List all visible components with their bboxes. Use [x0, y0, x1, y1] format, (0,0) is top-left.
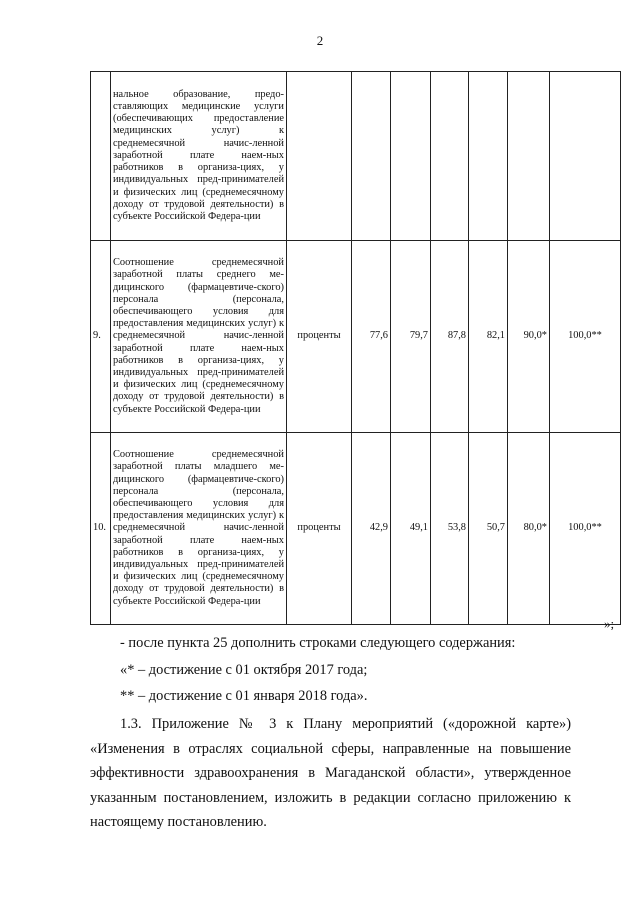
indicator-description: Соотношение среднемесячной заработной платы младшего ме-дицинского (фармацевтиче-ского) персонала (персонала, обеспечивающего условия для предоставления медицинских услуг) к среднемесячной начис-ленной заработной плате наем-ных работников в организа-циях, у индивидуальных пред-принимателей и физических лиц (среднемесячному доходу от трудовой деятельности) в субъекте Российской Федера-ции	[111, 433, 287, 625]
row-number: 10.	[91, 433, 111, 625]
value-cell	[469, 72, 508, 241]
table-row-9	[91, 241, 621, 433]
value-cell	[391, 72, 431, 241]
value-cell: 100,0**	[550, 241, 621, 433]
value-cell	[550, 72, 621, 241]
value-cell	[508, 72, 550, 241]
page-number: 2	[316, 33, 324, 48]
value-cell	[352, 72, 391, 241]
indicator-description: нальное образование, предо-ставляющих медицинские услуги (обеспечивающих предоставление медицинских услуг) к среднемесячной начис-ленной заработной плате наем-ных работников в организа-циях, у индивидуальных пред-принимателей и физических лиц (среднемесячному доходу от трудовой деятельности) в субъекте Российской Федера-ции	[111, 72, 287, 241]
paragraph-1-3: 1.3. Приложение № 3 к Плану мероприятий («дорожной карте») «Изменения в отраслях социальной сферы, направленные на повышение эффективности здравоохранения в Магаданской области», утвержденное указанным постановлением, изложить в редакции согласно приложению к настоящему постановлению.	[90, 716, 571, 830]
row-number: 9.	[91, 241, 111, 433]
value-cell: 49,1	[391, 433, 431, 625]
indicator-unit	[287, 72, 352, 241]
value-cell: 53,8	[431, 433, 469, 625]
value-cell: 100,0**	[550, 433, 621, 625]
value-cell: 77,6	[352, 241, 391, 433]
value-cell: 42,9	[352, 433, 391, 625]
value-cell: 82,1	[469, 241, 508, 433]
value-cell: 87,8	[431, 241, 469, 433]
table-row-10	[91, 433, 621, 625]
value-cell: 90,0*	[508, 241, 550, 433]
amendment-instruction: - после пункта 25 дополнить строками следующего содержания:	[120, 635, 516, 651]
value-cell: 79,7	[391, 241, 431, 433]
row-number	[91, 72, 111, 241]
value-cell	[431, 72, 469, 241]
value-cell: 50,7	[469, 433, 508, 625]
footnote-2: ** – достижение с 01 января 2018 года».	[120, 688, 368, 704]
indicator-unit: проценты	[287, 433, 352, 625]
indicator-description: Соотношение среднемесячной заработной платы среднего ме-дицинского (фармацевтиче-ского) персонала (персонала, обеспечивающего условия для предоставления медицинских услуг) к среднемесячной начис-ленной заработной плате наем-ных работников в организа-циях, у индивидуальных пред-принимателей и физических лиц (среднемесячному доходу от трудовой деятельности) в субъекте Российской Федера-ции	[111, 241, 287, 433]
table-row-continuation	[91, 72, 621, 241]
indicators-table	[90, 71, 621, 625]
closing-quote-mark: »;	[604, 616, 615, 631]
footnote-1: «* – достижение с 01 октября 2017 года;	[120, 662, 368, 678]
value-cell: 80,0*	[508, 433, 550, 625]
indicator-unit: проценты	[287, 241, 352, 433]
